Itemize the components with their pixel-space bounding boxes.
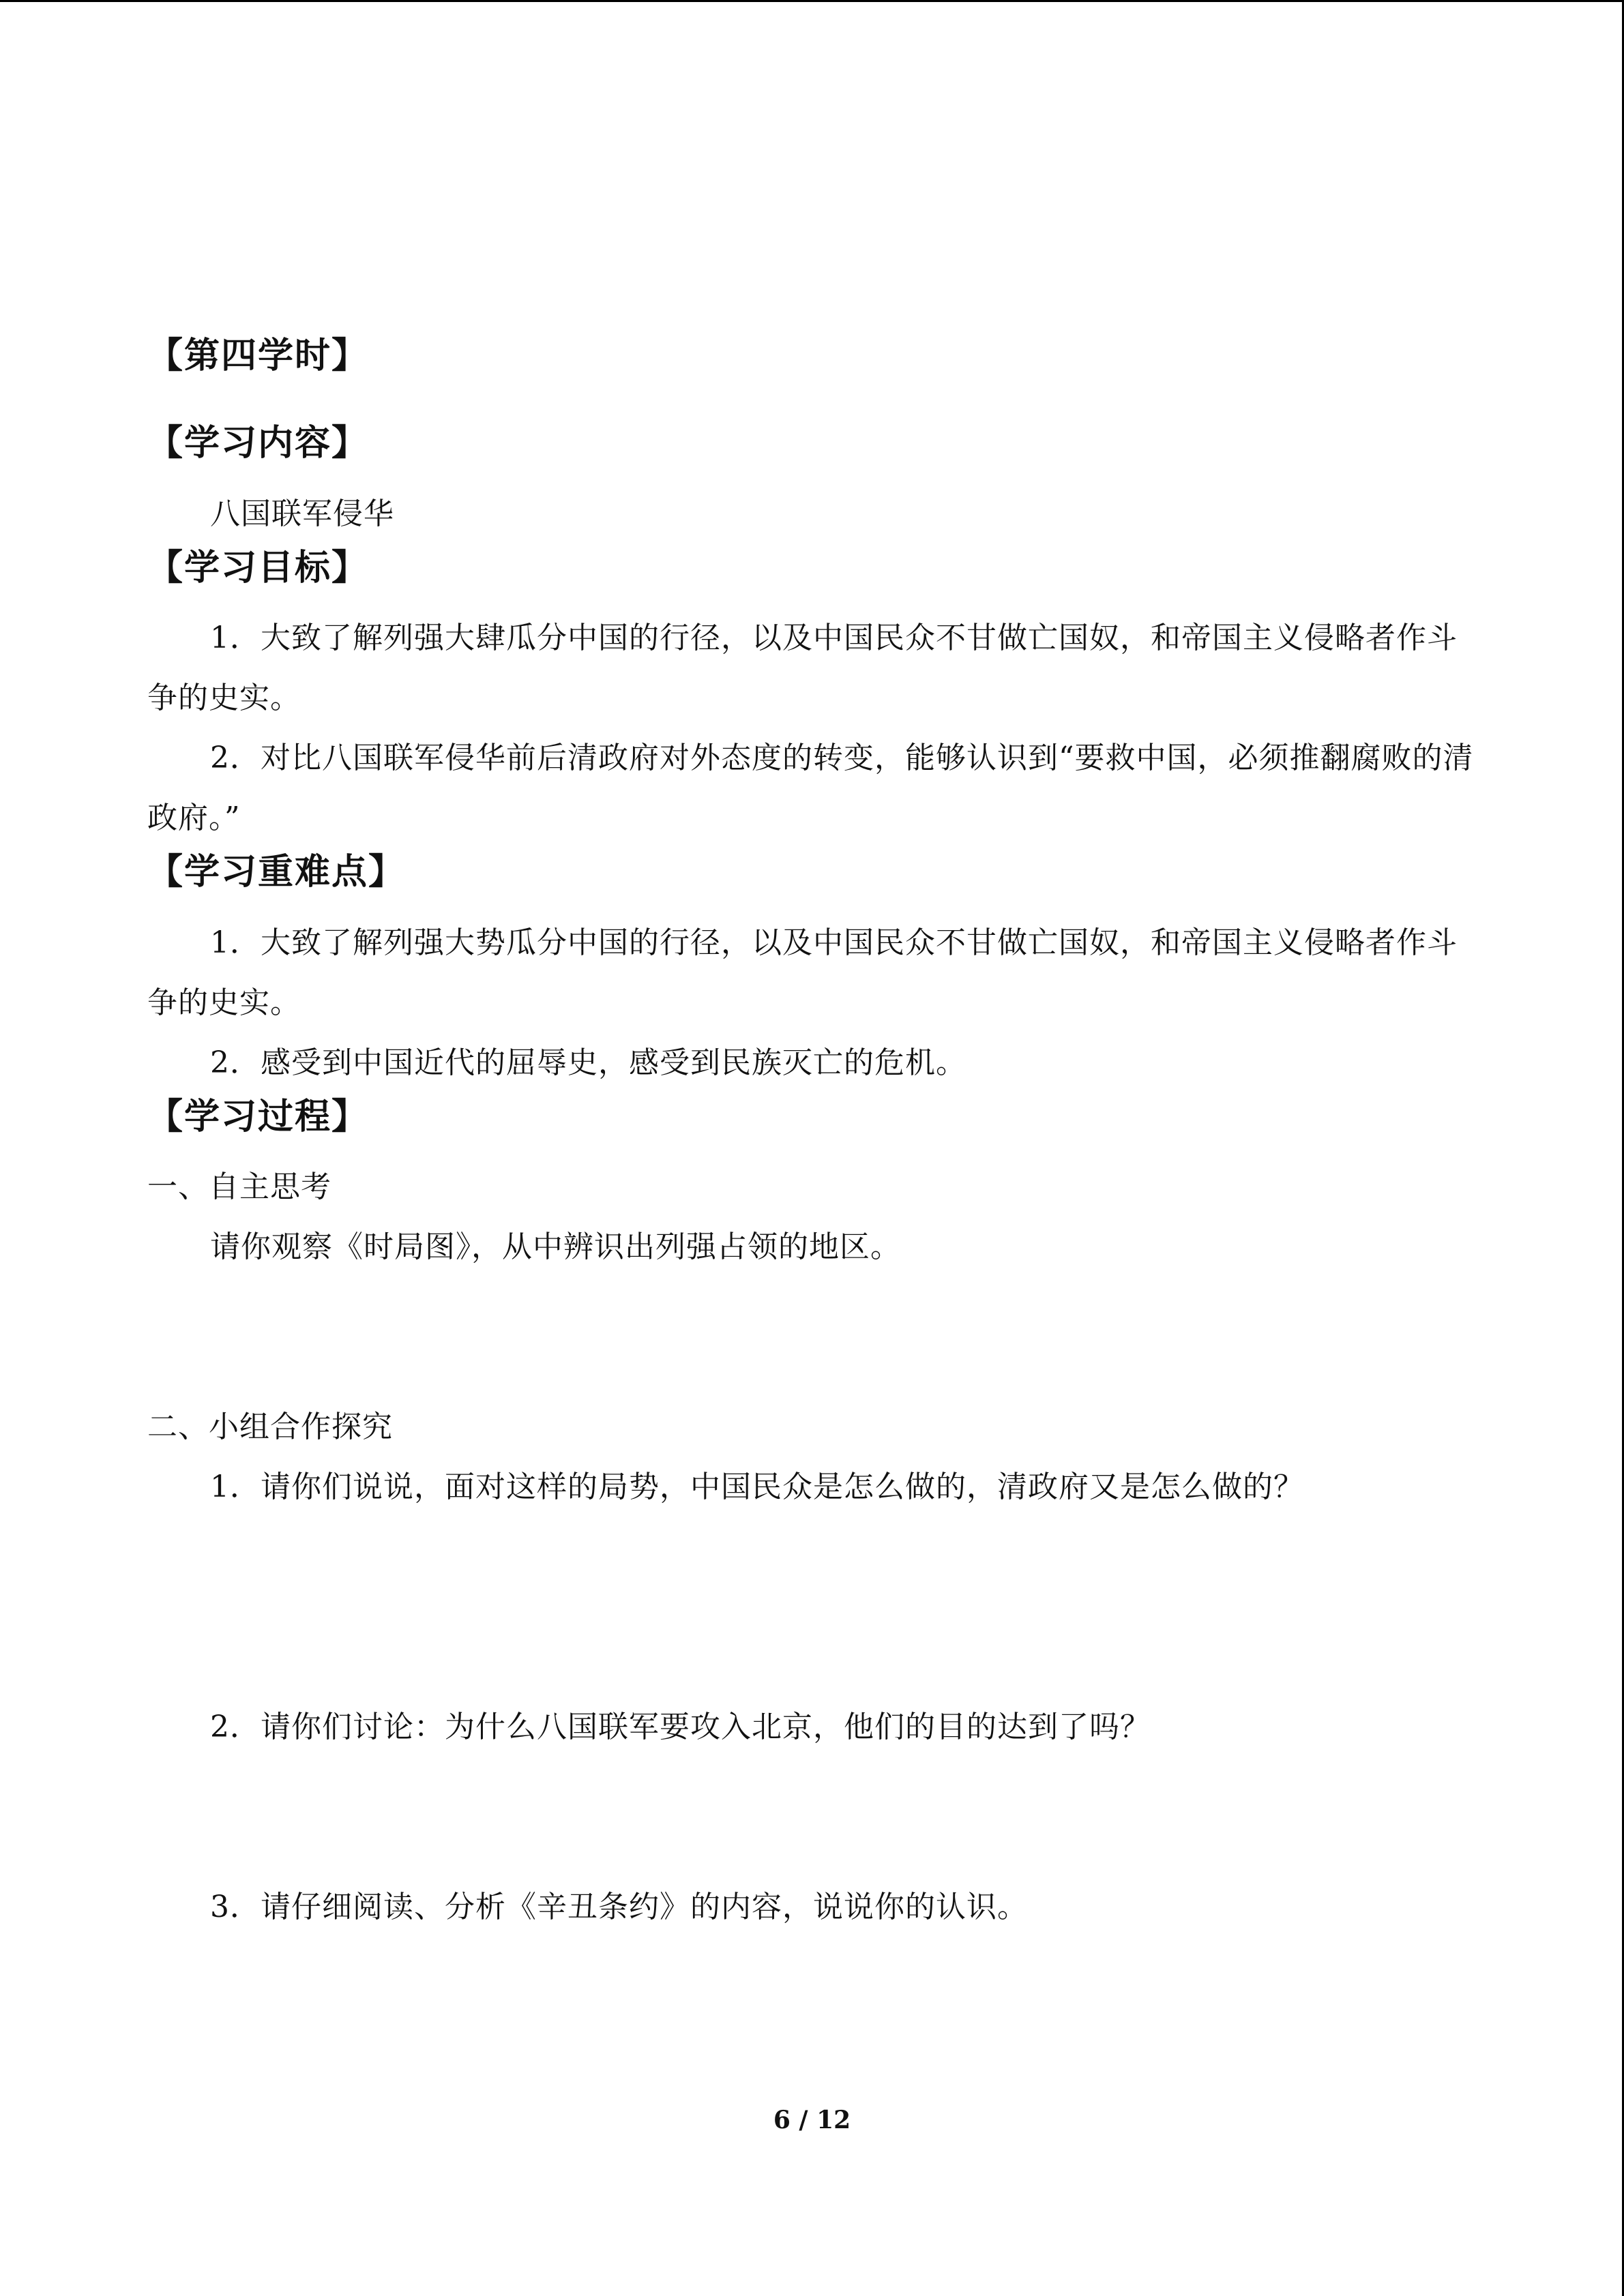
content-text: 八国联军侵华	[210, 496, 394, 531]
part1-heading: 一、自主思考	[147, 1169, 331, 1204]
goal-item-2: 2．对比八国联军侵华前后清政府对外态度的转变，能够认识到“要救中国，必须推翻腐败的清政府。”	[147, 741, 1474, 836]
question-1: 1．请你们说说，面对这样的局势，中国民众是怎么做的，清政府又是怎么做的？	[210, 1469, 1304, 1504]
content-heading: 【学习内容】	[147, 423, 369, 464]
period-heading: 【第四学时】	[147, 336, 369, 376]
part2-heading: 二、小组合作探究	[147, 1409, 393, 1444]
key-point-item-2: 2．感受到中国近代的屈辱史，感受到民族灭亡的危机。	[210, 1045, 966, 1080]
key-points-heading: 【学习重难点】	[147, 852, 406, 893]
key-point-item-1: 1．大致了解列强大势瓜分中国的行径，以及中国民众不甘做亡国奴，和帝国主义侵略者作斗争的史实。	[147, 925, 1458, 1020]
page-number: 6 / 12	[773, 2106, 851, 2134]
question-3: 3．请仔细阅读、分析《辛丑条约》的内容，说说你的认识。	[210, 1889, 1028, 1924]
part1-text: 请你观察《时局图》，从中辨识出列强占领的地区。	[210, 1229, 901, 1264]
goal-item-1: 1．大致了解列强大肆瓜分中国的行径，以及中国民众不甘做亡国奴，和帝国主义侵略者作斗争的史实。	[147, 621, 1458, 716]
document-content	[147, 335, 1477, 1937]
goals-heading: 【学习目标】	[147, 547, 369, 588]
question-2: 2．请你们讨论：为什么八国联军要攻入北京，他们的目的达到了吗？	[210, 1709, 1151, 1744]
process-heading: 【学习过程】	[147, 1096, 369, 1137]
